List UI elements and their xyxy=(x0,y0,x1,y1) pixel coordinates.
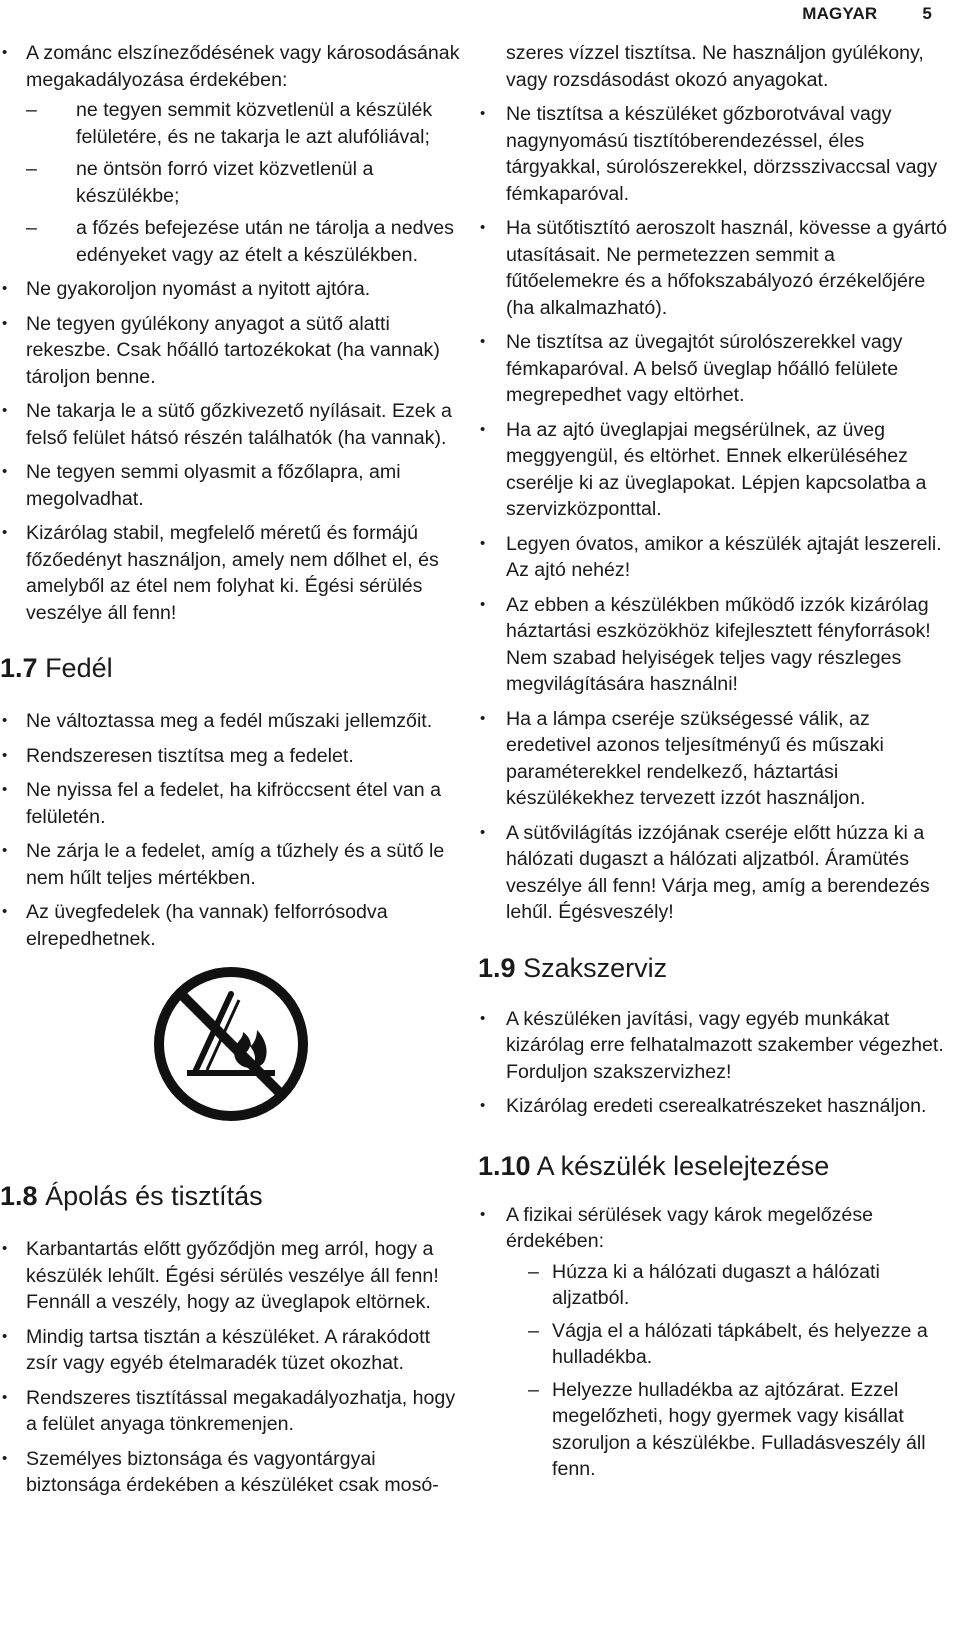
intro-dash-list xyxy=(26,97,462,268)
list-item: • Ne tisztítsa az üvegajtót súrolószerekkel vagy fémkaparóval. A belső üveglap hőálló felülete megrepedhet vagy eltörhet. xyxy=(478,329,948,409)
dash-item: – ne tegyen semmit közvetlenül a készülék felületére, és ne takarja le azt alufóliával; xyxy=(26,97,462,150)
care-list-continued xyxy=(478,101,948,926)
list-item: • Ne változtassa meg a fedél műszaki jellemzőit. xyxy=(0,708,462,735)
list-item xyxy=(478,1202,948,1483)
list-item: • Ne tegyen gyúlékony anyagot a sütő alatti rekeszbe. Csak hőálló tartozékokat (ha vannak) tároljon benne. xyxy=(0,311,462,391)
dash-item: – Helyezze hulladékba az ajtózárat. Ezzel megelőzheti, hogy gyermek vagy kisállat szoruljon a készülékbe. Fulladásveszély áll fenn. xyxy=(506,1377,948,1483)
service-list xyxy=(478,1006,948,1120)
intro-bullet-text: A zománc elszíneződésének vagy károsodásának megakadályozása érdekében: xyxy=(26,42,460,91)
section-title: Ápolás és tisztítás xyxy=(45,1181,263,1211)
section-number: 1.8 xyxy=(0,1181,38,1211)
list-item: • Kizárólag eredeti cserealkatrészeket használjon. xyxy=(478,1093,948,1120)
list-item: • Ne gyakoroljon nyomást a nyitott ajtóra. xyxy=(0,276,462,303)
list-item: • A sütővilágítás izzójának cseréje előtt húzza ki a hálózati dugaszt a hálózati aljzatból. Áramütés veszélye áll fenn! Várja meg, amíg a berendezés lehűl. Égésveszély! xyxy=(478,820,948,926)
right-column xyxy=(478,40,948,1491)
section-heading-1-7 xyxy=(0,652,462,684)
section-title: Szakszerviz xyxy=(523,952,668,983)
warning-symbol-wrap xyxy=(0,964,462,1124)
left-column xyxy=(0,40,462,1507)
dash-item: – a főzés befejezése után ne tárolja a nedves edényeket vagy az ételt a készülékben. xyxy=(26,215,462,268)
list-item: • Rendszeres tisztítással megakadályozhatja, hogy a felület anyaga tönkremenjen. xyxy=(0,1385,462,1438)
list-item: • Ne zárja le a fedelet, amíg a tűzhely és a sütő le nem hűlt teljes mértékben. xyxy=(0,838,462,891)
list-item xyxy=(0,40,462,268)
section-number: 1.10 xyxy=(478,1150,531,1181)
section-title: Fedél xyxy=(45,653,113,683)
dash-item: – ne öntsön forró vizet közvetlenül a készülékbe; xyxy=(26,156,462,209)
dash-item: – Húzza ki a hálózati dugaszt a hálózati aljzatból. xyxy=(506,1259,948,1312)
no-closing-lid-on-fire-icon xyxy=(151,964,311,1124)
list-item: • Ha a lámpa cseréje szükségessé válik, az eredetivel azonos teljesítményű és műszaki paraméterekkel rendelkező, háztartási készülékekhez tervezett izzót használjon. xyxy=(478,706,948,812)
care-list xyxy=(0,1236,462,1499)
list-item: • Ne tisztítsa a készüléket gőzborotvával vagy nagynyomású tisztítóberendezéssel, éles tárgyakkal, súrolószerekkel, dörzsszivaccsal vagy fémkaparóval. xyxy=(478,101,948,207)
disposal-dash-list xyxy=(506,1259,948,1483)
dash-item: – Vágja el a hálózati tápkábelt, és helyezze a hulladékba. xyxy=(506,1318,948,1371)
list-item: • Személyes biztonsága és vagyontárgyai biztonsága érdekében a készüléket csak mosó- xyxy=(0,1446,462,1499)
intro-list xyxy=(0,40,462,626)
list-item: • Ne takarja le a sütő gőzkivezető nyílásait. Ezek a felső felület hátsó részén találhatók (ha vannak). xyxy=(0,398,462,451)
section-heading-1-10 xyxy=(478,1150,948,1182)
continued-paragraph: szeres vízzel tisztítsa. Ne használjon gyúlékony, vagy rozsdásodást okozó anyagokat. xyxy=(506,42,924,91)
list-item: • Rendszeresen tisztítsa meg a fedelet. xyxy=(0,743,462,770)
list-item: • Az üvegfedelek (ha vannak) felforrósodva elrepedhetnek. xyxy=(0,899,462,952)
list-item: • Az ebben a készülékben működő izzók kizárólag háztartási eszközökhöz kifejlesztett fényforrások! Nem szabad helyiségek teljes vagy részleges megvilágítására használni! xyxy=(478,592,948,698)
page-header xyxy=(802,4,932,24)
page-number: 5 xyxy=(922,4,932,23)
section-number: 1.9 xyxy=(478,952,516,983)
section-heading-1-9 xyxy=(478,952,948,984)
list-item: • A készüléken javítási, vagy egyéb munkákat kizárólag erre felhatalmazott szakember végezhet. Forduljon szakszervizhez! xyxy=(478,1006,948,1086)
disposal-bullet-text: A fizikai sérülések vagy károk megelőzése érdekében: xyxy=(506,1203,874,1252)
list-item: • Ne tegyen semmi olyasmit a főzőlapra, ami megolvadhat. xyxy=(0,459,462,512)
language-label: MAGYAR xyxy=(802,4,878,23)
list-item: • Kizárólag stabil, megfelelő méretű és formájú főzőedényt használjon, amely nem dőlhet el, és amelyből az étel nem folyhat ki. Égési sérülés veszélye áll fenn! xyxy=(0,520,462,626)
section-number: 1.7 xyxy=(0,653,38,683)
list-item: • Ne nyissa fel a fedelet, ha kifröccsent étel van a felületén. xyxy=(0,777,462,830)
section-title: A készülék leselejtezése xyxy=(536,1150,830,1181)
disposal-list xyxy=(478,1202,948,1483)
section-heading-1-8 xyxy=(0,1180,462,1212)
list-item: • Karbantartás előtt győződjön meg arról, hogy a készülék lehűlt. Égési sérülés veszélye áll fenn! Fennáll a veszély, hogy az üveglapok eltörnek. xyxy=(0,1236,462,1316)
list-item: • Legyen óvatos, amikor a készülék ajtaját leszereli. Az ajtó nehéz! xyxy=(478,531,948,584)
list-item: • Ha sütőtisztító aeroszolt használ, kövesse a gyártó utasításait. Ne permetezzen semmit a fűtőelemekre és a hőfokszabályozó érzékelőjére (ha alkalmazható). xyxy=(478,215,948,321)
list-item: • Mindig tartsa tisztán a készüléket. A rárakódott zsír vagy egyéb ételmaradék tüzet okozhat. xyxy=(0,1324,462,1377)
lid-list xyxy=(0,708,462,952)
list-item: • Ha az ajtó üveglapjai megsérülnek, az üveg meggyengül, és eltörhet. Ennek elkerüléséhez cserélje ki az üveglapokat. Lépjen kapcsolatba a szervizközponttal. xyxy=(478,417,948,523)
